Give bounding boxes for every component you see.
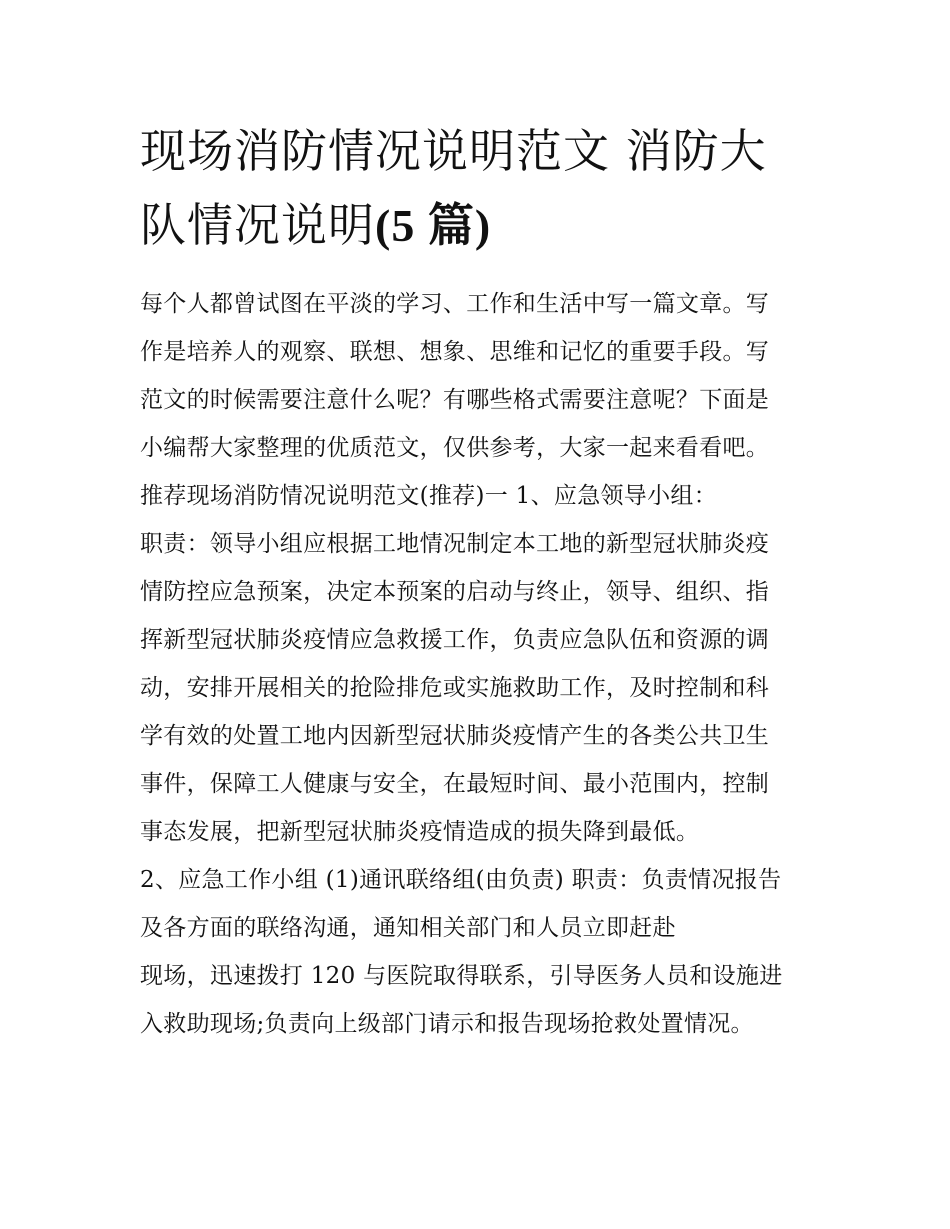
body-line: 推荐现场消防情况说明范文(推荐)一 1、应急领导小组： xyxy=(140,483,717,509)
body-line: 现场，迅速拨打 120 与医院取得联系，引导医务人员和设施进 xyxy=(140,963,783,989)
body-line: 及各方面的联络沟通，通知相关部门和人员立即赶赴 xyxy=(140,915,676,941)
body-line: 入救助现场;负责向上级部门请示和报告现场抢救处置情况。 xyxy=(140,1011,754,1037)
title-line-2-text: 队情况说明 xyxy=(140,198,375,252)
body-line: 小编帮大家整理的优质范文，仅供参考，大家一起来看看吧。 xyxy=(140,435,770,461)
title-line-2 xyxy=(140,188,820,263)
title-line-2-count: (5 篇) xyxy=(375,200,492,251)
body-line: 作是培养人的观察、联想、想象、思维和记忆的重要手段。写 xyxy=(140,339,770,365)
document-title xyxy=(140,114,820,263)
title-line-1: 现场消防情况说明范文 消防大 xyxy=(140,124,767,178)
body-line: 学有效的处置工地内因新型冠状肺炎疫情产生的各类公共卫生 xyxy=(140,723,770,749)
document-body xyxy=(140,280,830,1048)
body-line: 2、应急工作小组 (1)通讯联络组(由负责) 职责：负责情况报告 xyxy=(140,867,782,893)
body-line: 每个人都曾试图在平淡的学习、工作和生活中写一篇文章。写 xyxy=(140,291,770,317)
body-line: 职责：领导小组应根据工地情况制定本工地的新型冠状肺炎疫 xyxy=(140,531,770,557)
body-line: 挥新型冠状肺炎疫情应急救援工作，负责应急队伍和资源的调 xyxy=(140,627,770,653)
body-line: 范文的时候需要注意什么呢？有哪些格式需要注意呢？下面是 xyxy=(140,387,770,413)
body-line: 情防控应急预案，决定本预案的启动与终止，领导、组织、指 xyxy=(140,579,770,605)
body-line: 事态发展，把新型冠状肺炎疫情造成的损失降到最低。 xyxy=(140,819,700,845)
body-line: 事件，保障工人健康与安全，在最短时间、最小范围内，控制 xyxy=(140,771,770,797)
body-line: 动，安排开展相关的抢险排危或实施救助工作，及时控制和科 xyxy=(140,675,770,701)
